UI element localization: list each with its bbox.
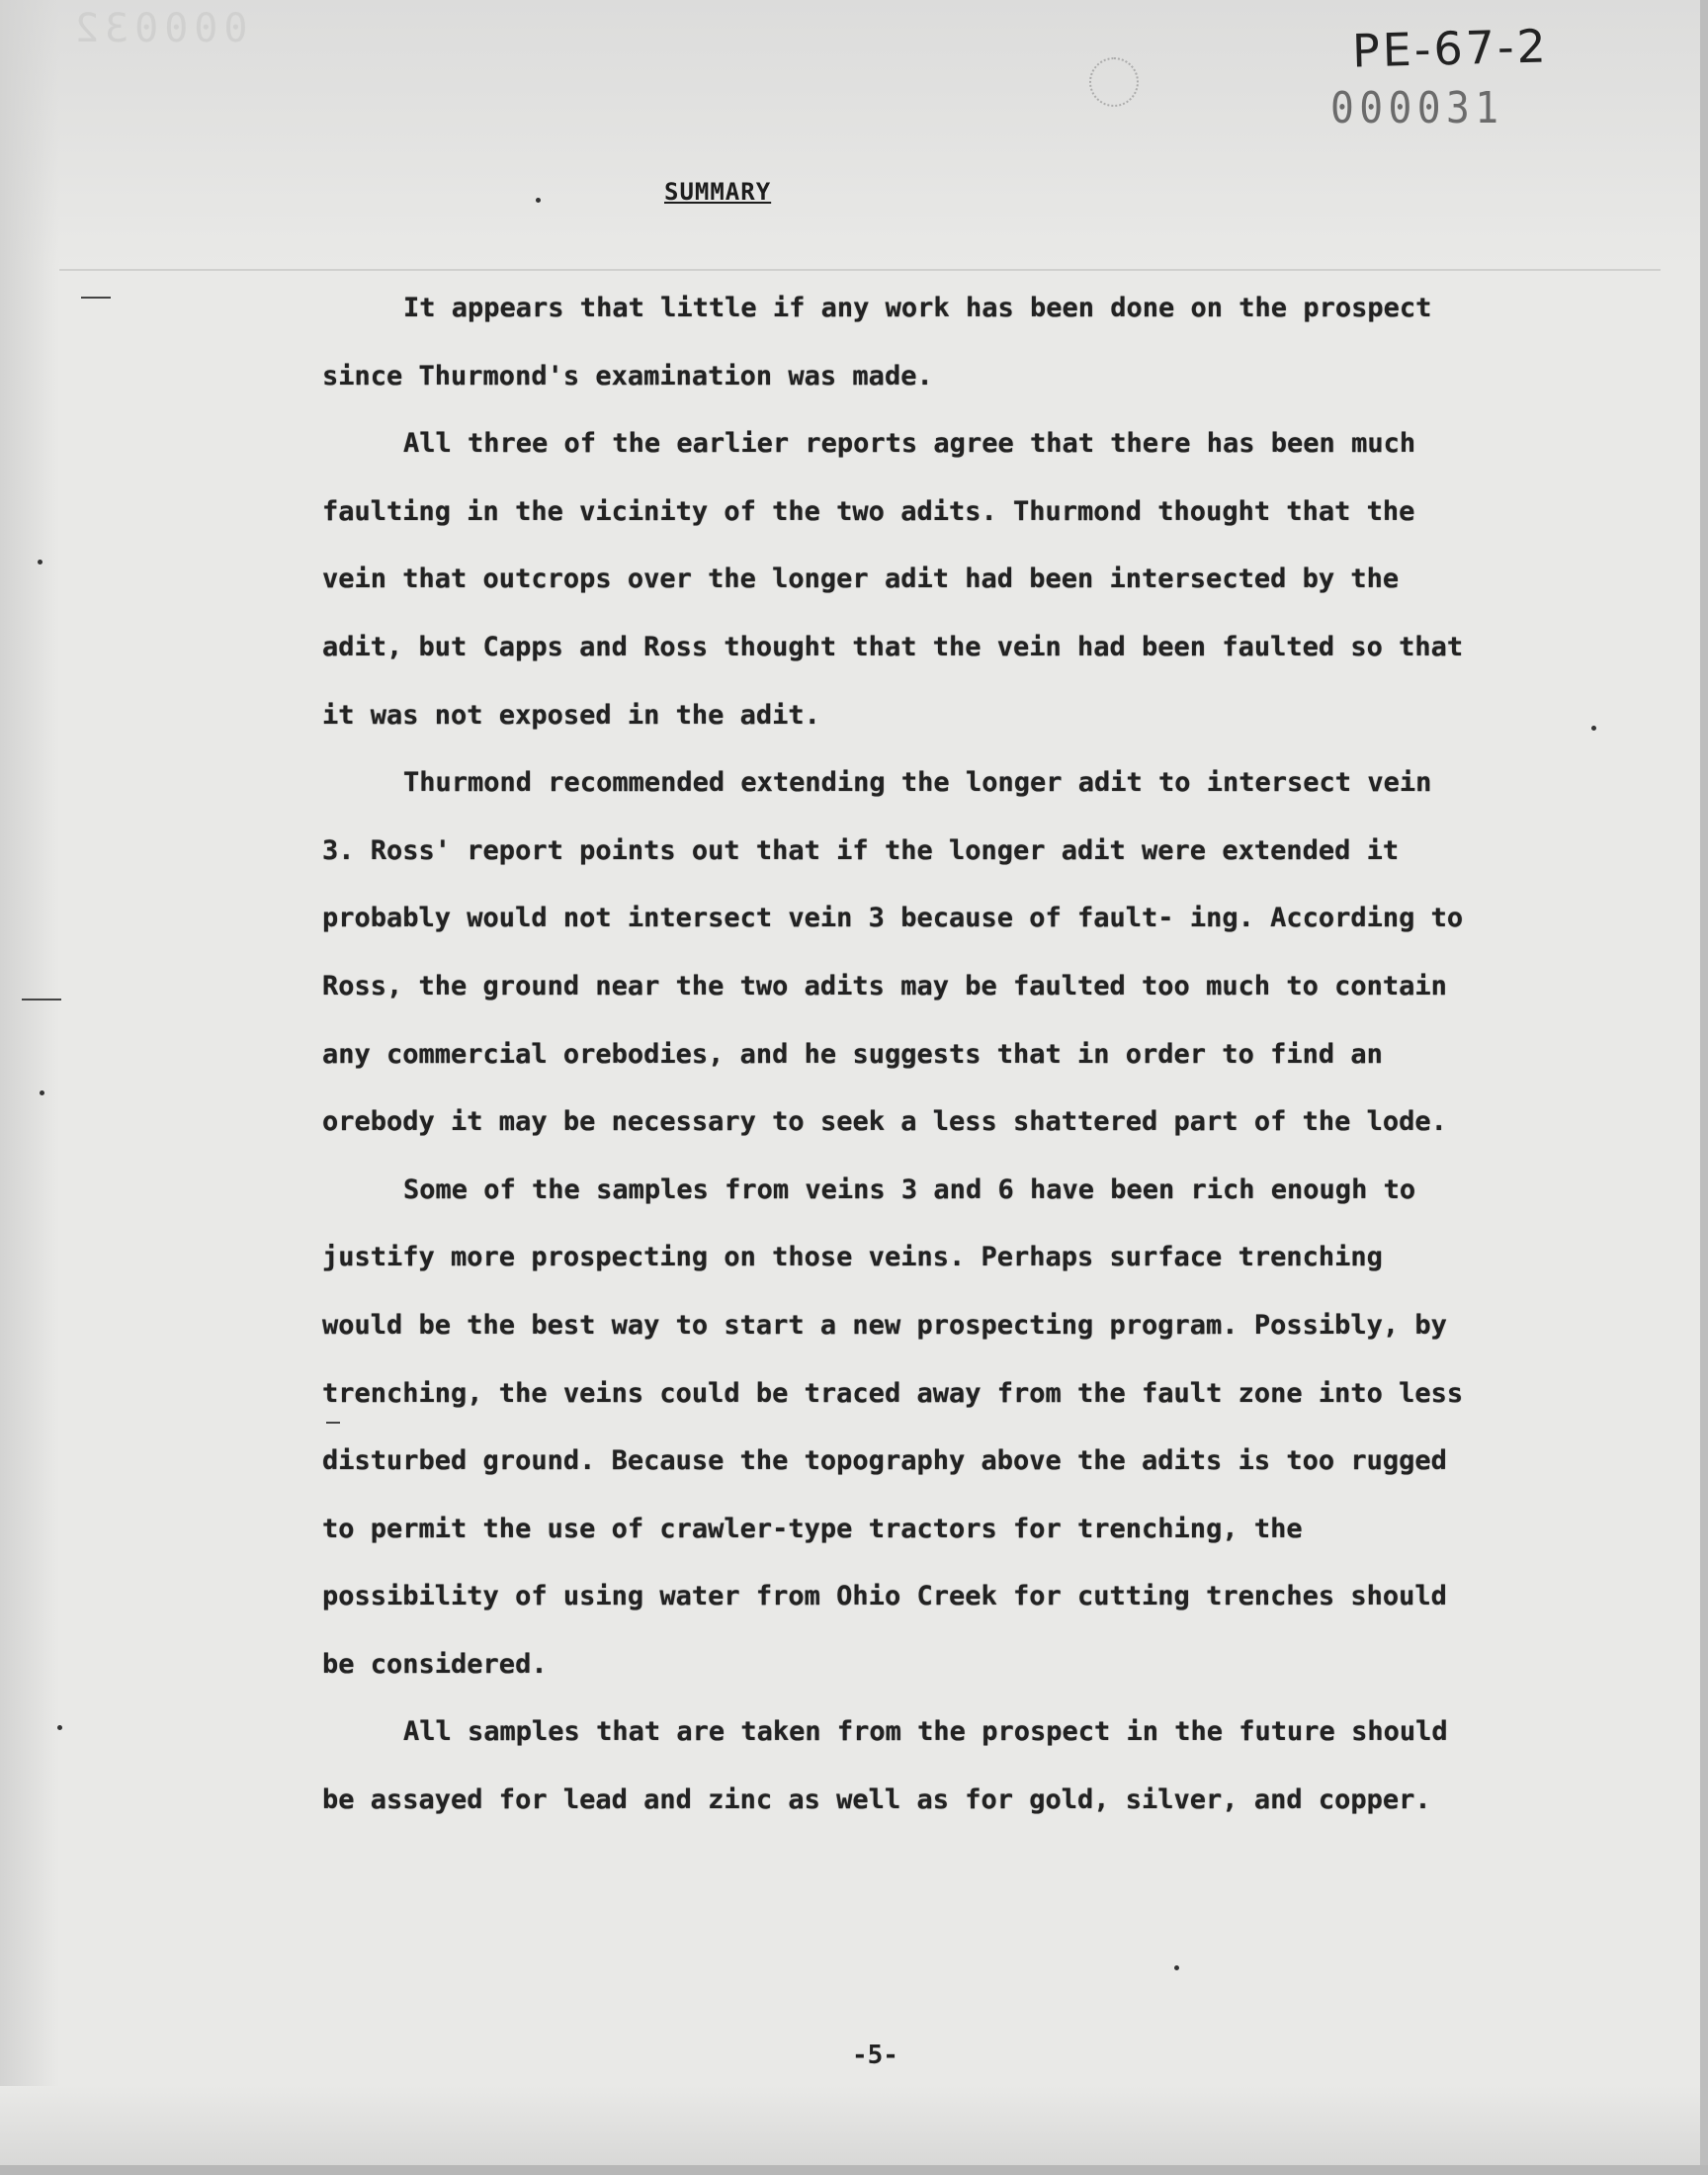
paragraph-1	[322, 275, 1469, 410]
text-line: suggests that in order to find an orebody it may be necessary	[322, 1038, 1383, 1138]
ink-speck	[38, 560, 43, 565]
text-line: Thurmond recommended extending the longer adit to intersect	[403, 767, 1352, 799]
text-line: Some of the samples from veins 3 and 6 have been rich enough	[403, 1174, 1368, 1205]
text-line: extended it probably would not intersect vein 3 because of fault-	[322, 834, 1400, 934]
text-line: All samples that are taken from the prospect in the future	[403, 1716, 1335, 1748]
text-line: vein 3. Ross' report points out that if the longer adit were	[322, 767, 1432, 866]
text-line: should be assayed for lead and zinc as well as for gold, silver,	[322, 1716, 1448, 1816]
text-line: Creek for cutting trenches should be considered.	[322, 1581, 1447, 1680]
text-line: to seek a less shattered part of the lode.	[772, 1106, 1447, 1138]
page-number: -5-	[852, 2041, 898, 2070]
text-line: above the adits is too rugged to permit the use of crawler-type	[322, 1445, 1447, 1544]
stray-mark	[81, 297, 111, 299]
smudge-mark	[1089, 57, 1139, 107]
text-line: thought that the vein that outcrops over the longer adit had	[322, 495, 1415, 595]
text-line: It appears that little if any work has been done on the	[403, 293, 1288, 323]
ink-speck	[536, 198, 541, 203]
paragraph-2	[322, 410, 1469, 749]
handwritten-document-code: PE-67-2	[1351, 19, 1550, 78]
paragraph-4	[322, 1157, 1469, 1699]
text-line: prospect since Thurmond's examination was made.	[322, 293, 1432, 392]
text-line: the vein had been faulted so that it was not exposed in the adit.	[322, 631, 1464, 731]
ink-speck	[1591, 726, 1596, 731]
text-line: fault zone into less disturbed ground. Because the topography	[322, 1377, 1464, 1477]
stamped-page-number: 000031	[1330, 83, 1504, 133]
summary-body	[322, 275, 1469, 1835]
page-title: SUMMARY	[664, 178, 772, 206]
paragraph-5	[322, 1698, 1469, 1834]
text-line: All three of the earlier reports agree that there has been	[403, 428, 1335, 460]
text-line: Possibly, by trenching, the veins could be traced away from the	[322, 1309, 1447, 1409]
ink-speck	[40, 1090, 44, 1095]
text-line: tractors for trenching, the possibility of using water from Ohio	[322, 1513, 1303, 1612]
text-line: much faulting in the vicinity of the two adits. Thurmond	[322, 428, 1416, 527]
fold-line	[59, 269, 1661, 271]
scan-edge-right	[1700, 0, 1708, 2175]
ink-speck	[57, 1725, 62, 1730]
scan-edge-bottom	[0, 2165, 1708, 2175]
text-line: been intersected by the adit, but Capps and Ross thought that	[322, 564, 1400, 662]
scan-shading-left	[0, 0, 59, 2175]
text-line: to justify more prospecting on those veins. Perhaps surface	[322, 1174, 1416, 1273]
stray-mark	[326, 1422, 340, 1424]
text-line: faulted too much to contain any commercial orebodies, and he	[322, 970, 1447, 1070]
text-line: ing. According to Ross, the ground near the two adits may be	[322, 903, 1464, 1001]
text-line: trenching would be the best way to start a new prospecting program.	[322, 1242, 1383, 1341]
scan-shading-bottom	[0, 2086, 1708, 2175]
paragraph-3	[322, 749, 1469, 1157]
ink-speck	[1174, 1965, 1179, 1970]
stray-mark	[22, 999, 61, 1000]
text-line: and copper.	[1253, 1784, 1431, 1816]
ghost-stamp-number: 000032	[69, 6, 248, 51]
